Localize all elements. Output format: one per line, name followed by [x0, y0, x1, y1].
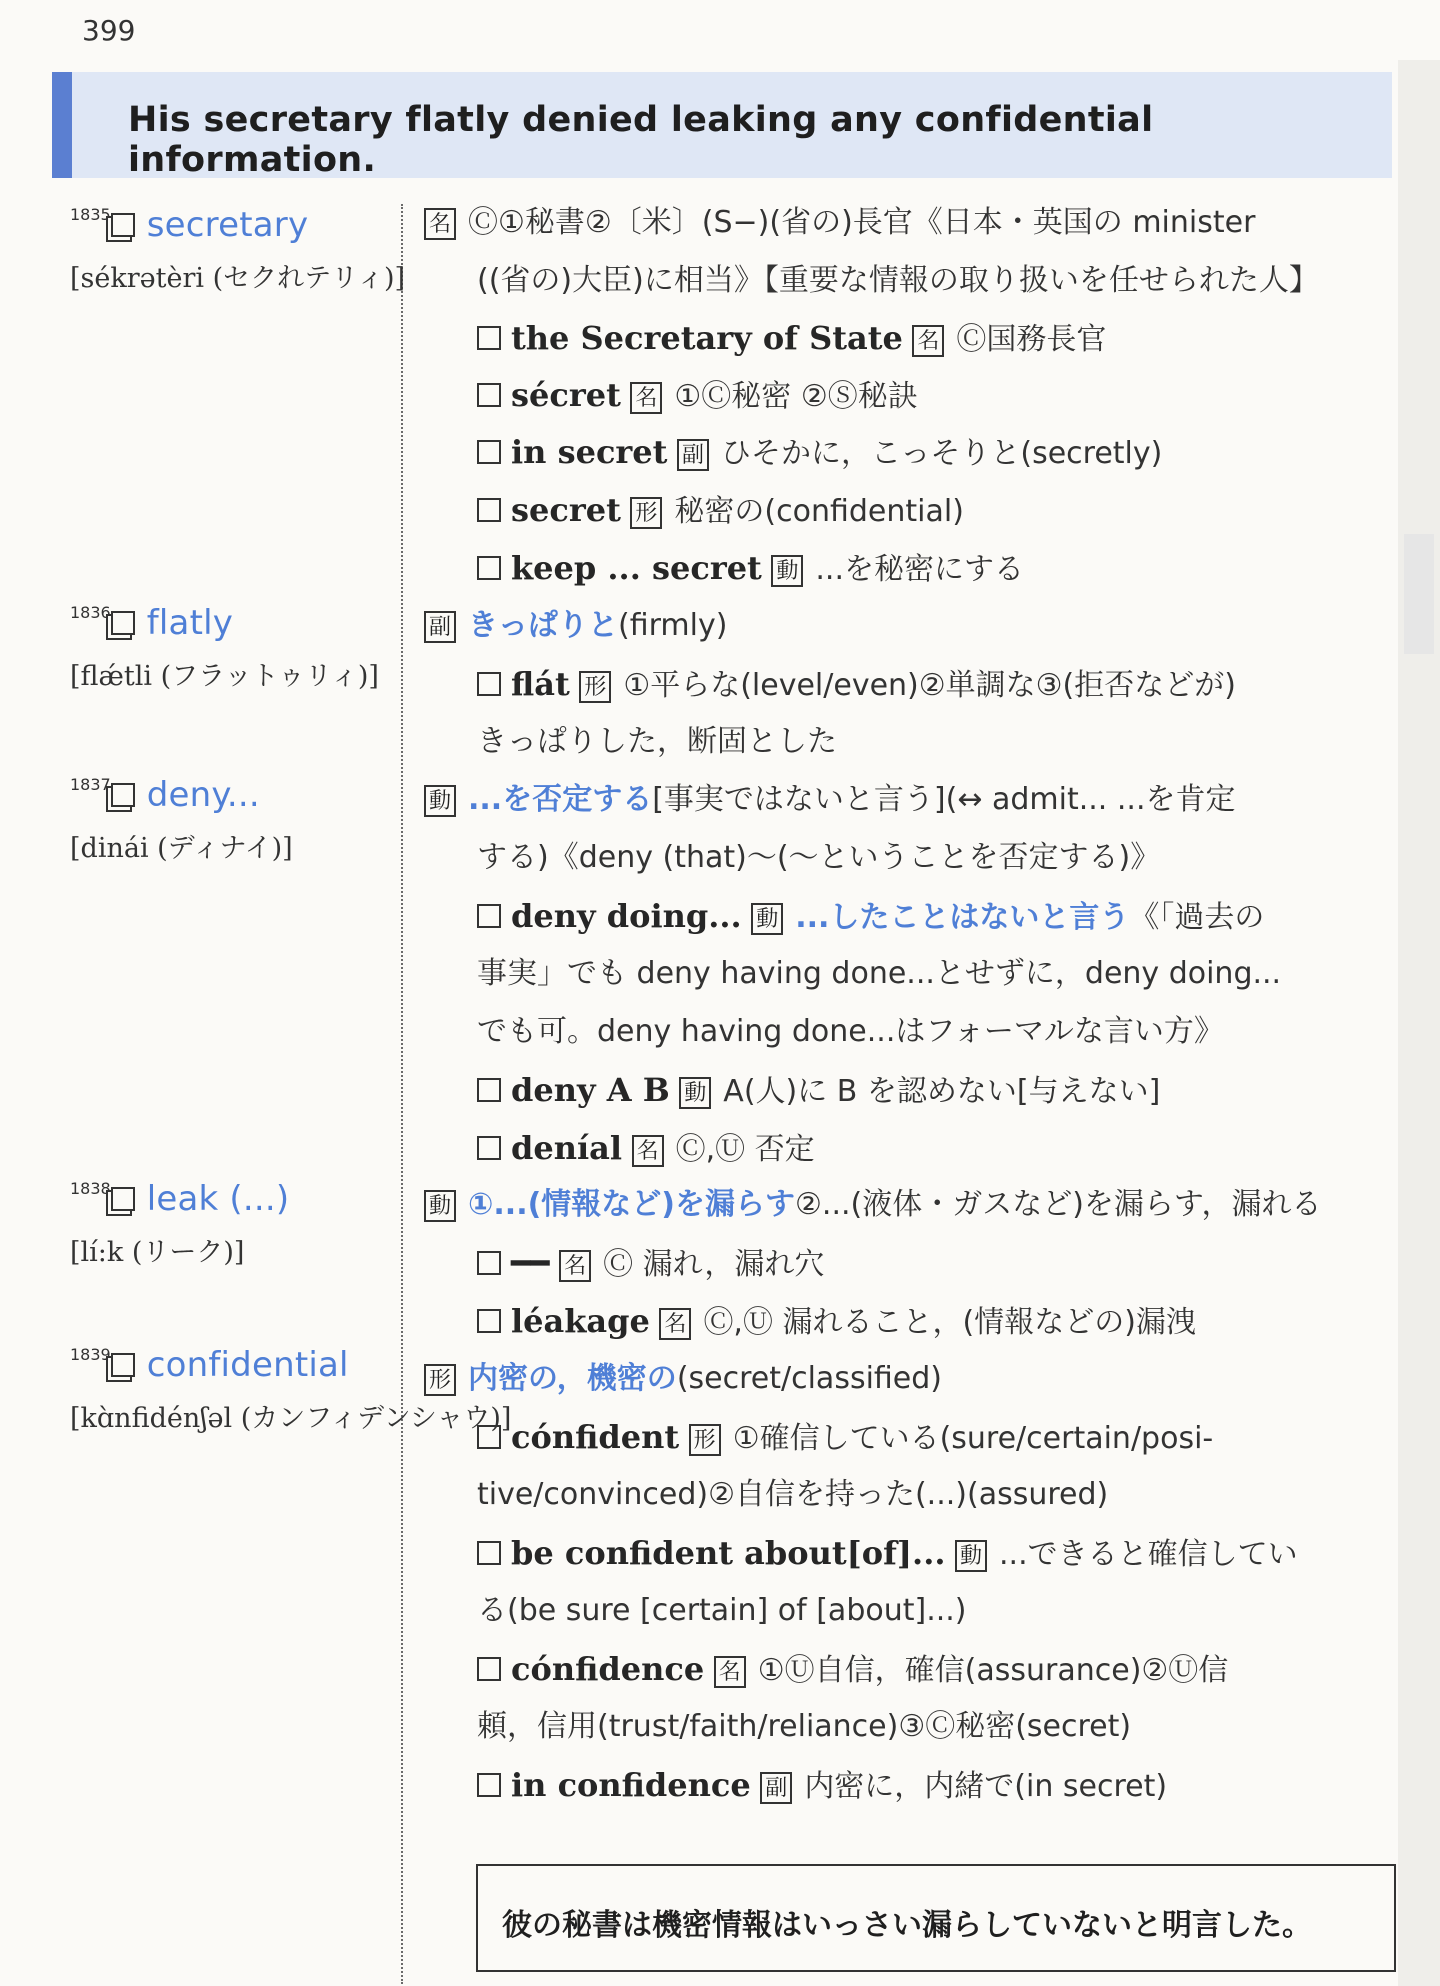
definition-text: ...を秘密にする [815, 552, 1024, 587]
definition-line [424, 1178, 1322, 1232]
definition-line [477, 1294, 1196, 1348]
phrase: léakage [511, 1302, 650, 1340]
definition-line [477, 368, 918, 422]
part-of-speech-badge: 名 [659, 1308, 691, 1340]
translation-text: 彼の秘書は機密情報はいっさい漏らしていないと明言した。 [502, 1908, 1312, 1943]
checkbox-icon[interactable] [477, 1136, 501, 1160]
definition-line [477, 1758, 1167, 1812]
key-meaning: きっぱりと [468, 608, 618, 643]
definition-text: A(人)に B を認めない[与えない] [723, 1074, 1161, 1109]
part-of-speech-badge: 動 [955, 1540, 987, 1572]
definition-line [477, 947, 1281, 1001]
column-divider [401, 204, 403, 1984]
definition-text: ②...(液体・ガスなど)を漏らす，漏れる [795, 1187, 1322, 1222]
side-index-tab [1404, 534, 1434, 654]
pronunciation: [sékrətèri (セクれテリィ)] [70, 263, 406, 294]
entry-word: secretary [146, 205, 309, 245]
checkbox-icon[interactable] [477, 1425, 501, 1449]
definition-text: [事実ではないと言う](↔ admit... ...を肯定 [652, 782, 1236, 817]
definition-text: ①Ⓒ秘密 ②Ⓢ秘訣 [674, 379, 918, 414]
part-of-speech-badge: 名 [632, 1135, 664, 1167]
part-of-speech-badge: 名 [912, 325, 944, 357]
definition-line [424, 599, 727, 653]
checkbox-icon[interactable] [477, 440, 501, 464]
definition-line [424, 773, 1236, 827]
checkbox-icon[interactable] [477, 1657, 501, 1681]
definition-text: Ⓒ,Ⓤ 否定 [675, 1132, 815, 1167]
page-edge [1398, 60, 1440, 1986]
checkbox-icon[interactable] [477, 326, 501, 350]
definition-line [477, 541, 1024, 595]
part-of-speech-badge: 副 [677, 439, 709, 471]
definition-line [477, 1005, 1224, 1059]
part-of-speech-badge: 動 [424, 785, 456, 817]
checkbox-icon[interactable] [477, 1078, 501, 1102]
entry-confidential [70, 1340, 512, 1435]
banner-accent-bar [52, 72, 72, 178]
phrase: deny doing... [511, 897, 742, 935]
pronunciation: [lí:k (リーク)] [70, 1237, 245, 1268]
definition-text: ...できると確信してい [999, 1537, 1298, 1572]
phrase: be confident about[of]... [511, 1534, 946, 1572]
definition-text: Ⓒ国務長官 [956, 322, 1107, 357]
example-sentence: His secretary flatly denied leaking any confidential information. [128, 100, 1154, 180]
entry-number: 1838 [70, 1179, 111, 1198]
definition-text: でも可。deny having done...はフォーマルな言い方》 [477, 1014, 1224, 1049]
definition-line [477, 483, 964, 537]
definition-text: (firmly) [618, 608, 728, 643]
definition-line [477, 254, 1319, 308]
definition-line [477, 425, 1162, 479]
definition-line [477, 657, 1236, 711]
part-of-speech-badge: 名 [714, 1656, 746, 1688]
entry-number: 1837 [70, 775, 111, 794]
checkbox-icon[interactable] [477, 1309, 501, 1333]
part-of-speech-badge: 名 [424, 208, 456, 240]
checkbox-icon[interactable] [477, 1251, 501, 1275]
phrase: flát [511, 665, 570, 703]
definition-text: ((省の)大臣)に相当》【重要な情報の取り扱いを任せられた人】 [477, 263, 1319, 298]
phrase: cónfident [511, 1418, 680, 1456]
part-of-speech-badge: 動 [679, 1077, 711, 1109]
part-of-speech-badge: 形 [424, 1364, 456, 1396]
part-of-speech-badge: 形 [689, 1424, 721, 1456]
definition-text: ひそかに，こっそりと(secretly) [720, 436, 1163, 471]
example-sentence-banner [52, 72, 1392, 178]
key-meaning: ①...(情報など)を漏らす [468, 1187, 796, 1222]
definition-line [477, 1584, 967, 1638]
phrase: in confidence [511, 1766, 751, 1804]
phrase: the Secretary of State [511, 319, 903, 357]
entry-number: 1839 [70, 1345, 111, 1364]
entry-leak [70, 1174, 400, 1269]
part-of-speech-badge: 名 [559, 1250, 591, 1282]
entry-word: confidential [146, 1345, 349, 1385]
definition-text: 秘密の(confidential) [674, 494, 964, 529]
phrase: deny A B [511, 1071, 670, 1109]
definition-line [424, 196, 1255, 250]
key-meaning: ...を否定する [468, 782, 653, 817]
entry-word: deny... [146, 775, 260, 815]
definition-text: る(be sure [certain] of [about]...) [477, 1593, 967, 1628]
phrase: keep ... secret [511, 549, 762, 587]
definition-line [477, 1410, 1213, 1464]
checkbox-icon[interactable] [477, 1541, 501, 1565]
entry-secretary [70, 200, 406, 295]
phrase: cónfidence [511, 1650, 705, 1688]
definition-line [477, 1236, 824, 1290]
definition-line [477, 889, 1264, 943]
checkbox-icon[interactable] [111, 213, 135, 237]
definition-text: Ⓒ①秘書②〔米〕(S−)(省の)長官《日本・英国の minister [468, 205, 1256, 240]
checkbox-icon[interactable] [477, 904, 501, 928]
checkbox-icon[interactable] [477, 498, 501, 522]
part-of-speech-badge: 動 [424, 1190, 456, 1222]
part-of-speech-badge: 動 [751, 903, 783, 935]
entry-number: 1836 [70, 603, 111, 622]
checkbox-icon[interactable] [111, 1187, 135, 1211]
part-of-speech-badge: 名 [630, 382, 662, 414]
phrase: secret [511, 491, 621, 529]
definition-text: 《「過去の [1129, 900, 1265, 935]
key-meaning: ...したことはないと言う [795, 900, 1130, 935]
definition-text: する)《deny (that)〜(〜ということを否定する)》 [477, 840, 1161, 875]
checkbox-icon[interactable] [477, 672, 501, 696]
definition-text: 事実」でも deny having done...とせずに，deny doing... [477, 956, 1282, 991]
definition-text: ①Ⓤ自信，確信(assurance)②Ⓤ信 [757, 1653, 1229, 1688]
definition-text: ①確信している(sure/certain/posi- [732, 1421, 1214, 1456]
checkbox-icon[interactable] [111, 611, 135, 635]
definition-line [477, 1700, 1131, 1754]
part-of-speech-badge: 動 [771, 555, 803, 587]
part-of-speech-badge: 形 [579, 671, 611, 703]
pronunciation: [flǽtli (フラットゥリィ)] [70, 661, 379, 692]
definition-text: 内密に，内緒で(in secret) [804, 1769, 1168, 1804]
entry-flatly [70, 598, 400, 693]
definition-text: Ⓒ 漏れ，漏れ穴 [603, 1247, 825, 1282]
checkbox-icon[interactable] [477, 1773, 501, 1797]
phrase: sécret [511, 376, 621, 414]
definition-line [477, 1121, 815, 1175]
definition-text: ①平らな(level/even)②単調な③(拒否などが) [623, 668, 1236, 703]
phrase: ━━ [511, 1244, 550, 1282]
definition-line [477, 1642, 1228, 1696]
part-of-speech-badge: 副 [760, 1772, 792, 1804]
definition-line [477, 715, 837, 769]
pronunciation: [dinái (ディナイ)] [70, 833, 293, 864]
entry-deny [70, 770, 400, 865]
entry-word: leak (...) [146, 1179, 290, 1219]
definition-line [477, 1468, 1108, 1522]
definition-text: 頼，信用(trust/faith/reliance)③Ⓒ秘密(secret) [477, 1709, 1132, 1744]
checkbox-icon[interactable] [111, 1353, 135, 1377]
phrase: deníal [511, 1129, 623, 1167]
phrase: in secret [511, 433, 668, 471]
definition-line [477, 1526, 1298, 1580]
part-of-speech-badge: 形 [630, 497, 662, 529]
definition-line [477, 311, 1106, 365]
definition-text: (secret/classified) [676, 1361, 943, 1396]
definition-line [424, 1352, 942, 1406]
entry-word: flatly [146, 603, 234, 643]
key-meaning: 内密の，機密の [468, 1361, 677, 1396]
definition-text: きっぱりした，断固とした [477, 724, 837, 759]
definition-text: tive/convinced)②自信を持った(...)(assured) [477, 1477, 1109, 1512]
definition-text: Ⓒ,Ⓤ 漏れること，(情報などの)漏洩 [703, 1305, 1196, 1340]
page-number: 399 [82, 14, 136, 47]
pronunciation: [kɑ̀nfidénʃəl (カンフィデンシャウ)] [70, 1403, 512, 1434]
checkbox-icon[interactable] [477, 383, 501, 407]
translation-box [476, 1864, 1396, 1972]
checkbox-icon[interactable] [111, 783, 135, 807]
entry-number: 1835 [70, 205, 111, 224]
part-of-speech-badge: 副 [424, 611, 456, 643]
definition-line [477, 1063, 1160, 1117]
checkbox-icon[interactable] [477, 556, 501, 580]
definition-line [477, 831, 1160, 885]
